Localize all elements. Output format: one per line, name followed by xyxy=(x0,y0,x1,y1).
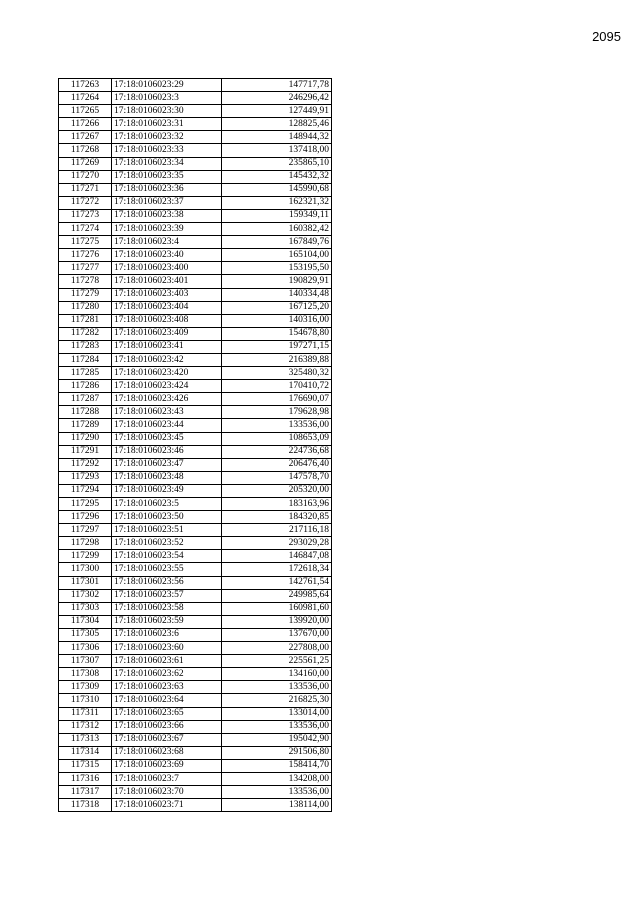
cadastral-number-cell: 17:18:0106023:409 xyxy=(112,327,222,340)
table-row xyxy=(59,681,332,694)
row-number-cell: 117316 xyxy=(59,772,112,785)
value-cell: 195042,90 xyxy=(222,733,332,746)
value-cell: 167125,20 xyxy=(222,301,332,314)
value-cell: 127449,91 xyxy=(222,105,332,118)
row-number-cell: 117298 xyxy=(59,537,112,550)
cadastral-number-cell: 17:18:0106023:41 xyxy=(112,340,222,353)
row-number-cell: 117317 xyxy=(59,786,112,799)
cadastral-number-cell: 17:18:0106023:63 xyxy=(112,681,222,694)
value-cell: 147717,78 xyxy=(222,79,332,92)
cadastral-number-cell: 17:18:0106023:35 xyxy=(112,170,222,183)
table-row xyxy=(59,92,332,105)
cadastral-number-cell: 17:18:0106023:59 xyxy=(112,615,222,628)
cadastral-number-cell: 17:18:0106023:36 xyxy=(112,183,222,196)
cadastral-number-cell: 17:18:0106023:55 xyxy=(112,563,222,576)
row-number-cell: 117267 xyxy=(59,131,112,144)
row-number-cell: 117288 xyxy=(59,406,112,419)
row-number-cell: 117308 xyxy=(59,668,112,681)
row-number-cell: 117272 xyxy=(59,196,112,209)
cadastral-number-cell: 17:18:0106023:3 xyxy=(112,92,222,105)
row-number-cell: 117280 xyxy=(59,301,112,314)
value-cell: 146847,08 xyxy=(222,550,332,563)
row-number-cell: 117311 xyxy=(59,707,112,720)
value-cell: 235865,10 xyxy=(222,157,332,170)
row-number-cell: 117269 xyxy=(59,157,112,170)
value-cell: 153195,50 xyxy=(222,262,332,275)
cadastral-number-cell: 17:18:0106023:426 xyxy=(112,393,222,406)
row-number-cell: 117296 xyxy=(59,511,112,524)
table-row xyxy=(59,694,332,707)
row-number-cell: 117278 xyxy=(59,275,112,288)
table-row xyxy=(59,131,332,144)
value-cell: 179628,98 xyxy=(222,406,332,419)
table-row xyxy=(59,537,332,550)
value-cell: 170410,72 xyxy=(222,380,332,393)
table-row xyxy=(59,458,332,471)
table-row xyxy=(59,799,332,812)
row-number-cell: 117314 xyxy=(59,746,112,759)
cadastral-number-cell: 17:18:0106023:52 xyxy=(112,537,222,550)
table-row xyxy=(59,170,332,183)
table-row xyxy=(59,327,332,340)
table-row xyxy=(59,393,332,406)
table-row xyxy=(59,471,332,484)
cadastral-number-cell: 17:18:0106023:48 xyxy=(112,471,222,484)
value-cell: 206476,40 xyxy=(222,458,332,471)
table-row xyxy=(59,642,332,655)
value-cell: 134208,00 xyxy=(222,772,332,785)
value-cell: 249985,64 xyxy=(222,589,332,602)
table-row xyxy=(59,105,332,118)
value-cell: 183163,96 xyxy=(222,498,332,511)
table-row xyxy=(59,524,332,537)
value-cell: 133536,00 xyxy=(222,720,332,733)
table-row xyxy=(59,772,332,785)
row-number-cell: 117282 xyxy=(59,327,112,340)
cadastral-number-cell: 17:18:0106023:400 xyxy=(112,262,222,275)
cadastral-number-cell: 17:18:0106023:47 xyxy=(112,458,222,471)
cadastral-number-cell: 17:18:0106023:49 xyxy=(112,484,222,497)
table-row xyxy=(59,144,332,157)
cadastral-number-cell: 17:18:0106023:64 xyxy=(112,694,222,707)
table-row xyxy=(59,367,332,380)
value-cell: 133536,00 xyxy=(222,786,332,799)
page-number: 2095 xyxy=(592,29,621,44)
value-cell: 148944,32 xyxy=(222,131,332,144)
cadastral-number-cell: 17:18:0106023:69 xyxy=(112,759,222,772)
row-number-cell: 117284 xyxy=(59,353,112,366)
row-number-cell: 117265 xyxy=(59,105,112,118)
row-number-cell: 117263 xyxy=(59,79,112,92)
table-row xyxy=(59,380,332,393)
table-row xyxy=(59,668,332,681)
cadastral-number-cell: 17:18:0106023:62 xyxy=(112,668,222,681)
table-row xyxy=(59,563,332,576)
value-cell: 172618,34 xyxy=(222,563,332,576)
table-row xyxy=(59,655,332,668)
row-number-cell: 117285 xyxy=(59,367,112,380)
cadastral-number-cell: 17:18:0106023:31 xyxy=(112,118,222,131)
value-cell: 145432,32 xyxy=(222,170,332,183)
cadastral-number-cell: 17:18:0106023:420 xyxy=(112,367,222,380)
value-cell: 291506,80 xyxy=(222,746,332,759)
table-row xyxy=(59,550,332,563)
table-row xyxy=(59,720,332,733)
value-cell: 225561,25 xyxy=(222,655,332,668)
table-row xyxy=(59,484,332,497)
row-number-cell: 117275 xyxy=(59,236,112,249)
cadastral-number-cell: 17:18:0106023:51 xyxy=(112,524,222,537)
cadastral-number-cell: 17:18:0106023:404 xyxy=(112,301,222,314)
cadastral-number-cell: 17:18:0106023:45 xyxy=(112,432,222,445)
table-row xyxy=(59,353,332,366)
cadastral-number-cell: 17:18:0106023:61 xyxy=(112,655,222,668)
table-row xyxy=(59,511,332,524)
value-cell: 139920,00 xyxy=(222,615,332,628)
value-cell: 137418,00 xyxy=(222,144,332,157)
table-row xyxy=(59,419,332,432)
value-cell: 147578,70 xyxy=(222,471,332,484)
value-cell: 216825,30 xyxy=(222,694,332,707)
row-number-cell: 117290 xyxy=(59,432,112,445)
row-number-cell: 117301 xyxy=(59,576,112,589)
row-number-cell: 117313 xyxy=(59,733,112,746)
value-cell: 142761,54 xyxy=(222,576,332,589)
table-row xyxy=(59,183,332,196)
table-row xyxy=(59,445,332,458)
cadastral-number-cell: 17:18:0106023:29 xyxy=(112,79,222,92)
cadastral-number-cell: 17:18:0106023:66 xyxy=(112,720,222,733)
cadastral-number-cell: 17:18:0106023:54 xyxy=(112,550,222,563)
row-number-cell: 117293 xyxy=(59,471,112,484)
table-row xyxy=(59,301,332,314)
cadastral-number-cell: 17:18:0106023:30 xyxy=(112,105,222,118)
row-number-cell: 117266 xyxy=(59,118,112,131)
table-row xyxy=(59,498,332,511)
cadastral-number-cell: 17:18:0106023:32 xyxy=(112,131,222,144)
row-number-cell: 117309 xyxy=(59,681,112,694)
cadastral-number-cell: 17:18:0106023:408 xyxy=(112,314,222,327)
table-row xyxy=(59,262,332,275)
cadastral-number-cell: 17:18:0106023:60 xyxy=(112,642,222,655)
row-number-cell: 117289 xyxy=(59,419,112,432)
row-number-cell: 117294 xyxy=(59,484,112,497)
cadastral-number-cell: 17:18:0106023:71 xyxy=(112,799,222,812)
value-cell: 184320,85 xyxy=(222,511,332,524)
row-number-cell: 117274 xyxy=(59,223,112,236)
value-cell: 165104,00 xyxy=(222,249,332,262)
table-row xyxy=(59,759,332,772)
value-cell: 140316,00 xyxy=(222,314,332,327)
cadastral-number-cell: 17:18:0106023:57 xyxy=(112,589,222,602)
table-row xyxy=(59,746,332,759)
row-number-cell: 117300 xyxy=(59,563,112,576)
value-cell: 162321,32 xyxy=(222,196,332,209)
cadastral-number-cell: 17:18:0106023:39 xyxy=(112,223,222,236)
row-number-cell: 117264 xyxy=(59,92,112,105)
table-row xyxy=(59,236,332,249)
cadastral-number-cell: 17:18:0106023:42 xyxy=(112,353,222,366)
table-row xyxy=(59,576,332,589)
table-row xyxy=(59,432,332,445)
cadastral-number-cell: 17:18:0106023:40 xyxy=(112,249,222,262)
cadastral-number-cell: 17:18:0106023:65 xyxy=(112,707,222,720)
value-cell: 246296,42 xyxy=(222,92,332,105)
row-number-cell: 117307 xyxy=(59,655,112,668)
value-cell: 140334,48 xyxy=(222,288,332,301)
table-row xyxy=(59,314,332,327)
value-cell: 133536,00 xyxy=(222,419,332,432)
cadastral-number-cell: 17:18:0106023:68 xyxy=(112,746,222,759)
value-cell: 108653,09 xyxy=(222,432,332,445)
value-cell: 227808,00 xyxy=(222,642,332,655)
row-number-cell: 117281 xyxy=(59,314,112,327)
row-number-cell: 117297 xyxy=(59,524,112,537)
value-cell: 133014,00 xyxy=(222,707,332,720)
row-number-cell: 117273 xyxy=(59,209,112,222)
row-number-cell: 117305 xyxy=(59,628,112,641)
table-row xyxy=(59,615,332,628)
row-number-cell: 117299 xyxy=(59,550,112,563)
row-number-cell: 117287 xyxy=(59,393,112,406)
row-number-cell: 117277 xyxy=(59,262,112,275)
value-cell: 217116,18 xyxy=(222,524,332,537)
table-row xyxy=(59,628,332,641)
value-cell: 138114,00 xyxy=(222,799,332,812)
row-number-cell: 117270 xyxy=(59,170,112,183)
table-row xyxy=(59,157,332,170)
table-row xyxy=(59,196,332,209)
row-number-cell: 117271 xyxy=(59,183,112,196)
row-number-cell: 117304 xyxy=(59,615,112,628)
table-row xyxy=(59,340,332,353)
row-number-cell: 117318 xyxy=(59,799,112,812)
value-cell: 133536,00 xyxy=(222,681,332,694)
table-row xyxy=(59,589,332,602)
table-row xyxy=(59,602,332,615)
cadastral-number-cell: 17:18:0106023:58 xyxy=(112,602,222,615)
table-row xyxy=(59,786,332,799)
cadastral-number-cell: 17:18:0106023:4 xyxy=(112,236,222,249)
value-cell: 176690,07 xyxy=(222,393,332,406)
value-cell: 167849,76 xyxy=(222,236,332,249)
value-cell: 159349,11 xyxy=(222,209,332,222)
value-cell: 224736,68 xyxy=(222,445,332,458)
value-cell: 325480,32 xyxy=(222,367,332,380)
cadastral-number-cell: 17:18:0106023:56 xyxy=(112,576,222,589)
cadastral-number-cell: 17:18:0106023:34 xyxy=(112,157,222,170)
value-cell: 190829,91 xyxy=(222,275,332,288)
data-table xyxy=(58,78,332,812)
row-number-cell: 117295 xyxy=(59,498,112,511)
row-number-cell: 117286 xyxy=(59,380,112,393)
row-number-cell: 117279 xyxy=(59,288,112,301)
cadastral-number-cell: 17:18:0106023:403 xyxy=(112,288,222,301)
table-body xyxy=(59,79,332,812)
cadastral-number-cell: 17:18:0106023:44 xyxy=(112,419,222,432)
table-row xyxy=(59,209,332,222)
value-cell: 160382,42 xyxy=(222,223,332,236)
table-row xyxy=(59,249,332,262)
cadastral-number-cell: 17:18:0106023:43 xyxy=(112,406,222,419)
row-number-cell: 117276 xyxy=(59,249,112,262)
cadastral-number-cell: 17:18:0106023:70 xyxy=(112,786,222,799)
cadastral-number-cell: 17:18:0106023:33 xyxy=(112,144,222,157)
row-number-cell: 117302 xyxy=(59,589,112,602)
row-number-cell: 117315 xyxy=(59,759,112,772)
table-row xyxy=(59,406,332,419)
row-number-cell: 117292 xyxy=(59,458,112,471)
value-cell: 160981,60 xyxy=(222,602,332,615)
row-number-cell: 117303 xyxy=(59,602,112,615)
table-row xyxy=(59,275,332,288)
table-row xyxy=(59,707,332,720)
value-cell: 154678,80 xyxy=(222,327,332,340)
table-row xyxy=(59,118,332,131)
row-number-cell: 117291 xyxy=(59,445,112,458)
cadastral-number-cell: 17:18:0106023:6 xyxy=(112,628,222,641)
value-cell: 134160,00 xyxy=(222,668,332,681)
value-cell: 145990,68 xyxy=(222,183,332,196)
table-row xyxy=(59,223,332,236)
row-number-cell: 117306 xyxy=(59,642,112,655)
cadastral-number-cell: 17:18:0106023:7 xyxy=(112,772,222,785)
row-number-cell: 117312 xyxy=(59,720,112,733)
cadastral-number-cell: 17:18:0106023:424 xyxy=(112,380,222,393)
table-row xyxy=(59,288,332,301)
cadastral-number-cell: 17:18:0106023:50 xyxy=(112,511,222,524)
row-number-cell: 117310 xyxy=(59,694,112,707)
value-cell: 197271,15 xyxy=(222,340,332,353)
cadastral-number-cell: 17:18:0106023:37 xyxy=(112,196,222,209)
table-row xyxy=(59,79,332,92)
table-row xyxy=(59,733,332,746)
cadastral-number-cell: 17:18:0106023:46 xyxy=(112,445,222,458)
value-cell: 216389,88 xyxy=(222,353,332,366)
cadastral-number-cell: 17:18:0106023:38 xyxy=(112,209,222,222)
value-cell: 205320,00 xyxy=(222,484,332,497)
value-cell: 137670,00 xyxy=(222,628,332,641)
value-cell: 128825,46 xyxy=(222,118,332,131)
cadastral-number-cell: 17:18:0106023:5 xyxy=(112,498,222,511)
value-cell: 158414,70 xyxy=(222,759,332,772)
cadastral-number-cell: 17:18:0106023:401 xyxy=(112,275,222,288)
cadastral-number-cell: 17:18:0106023:67 xyxy=(112,733,222,746)
row-number-cell: 117268 xyxy=(59,144,112,157)
row-number-cell: 117283 xyxy=(59,340,112,353)
value-cell: 293029,28 xyxy=(222,537,332,550)
